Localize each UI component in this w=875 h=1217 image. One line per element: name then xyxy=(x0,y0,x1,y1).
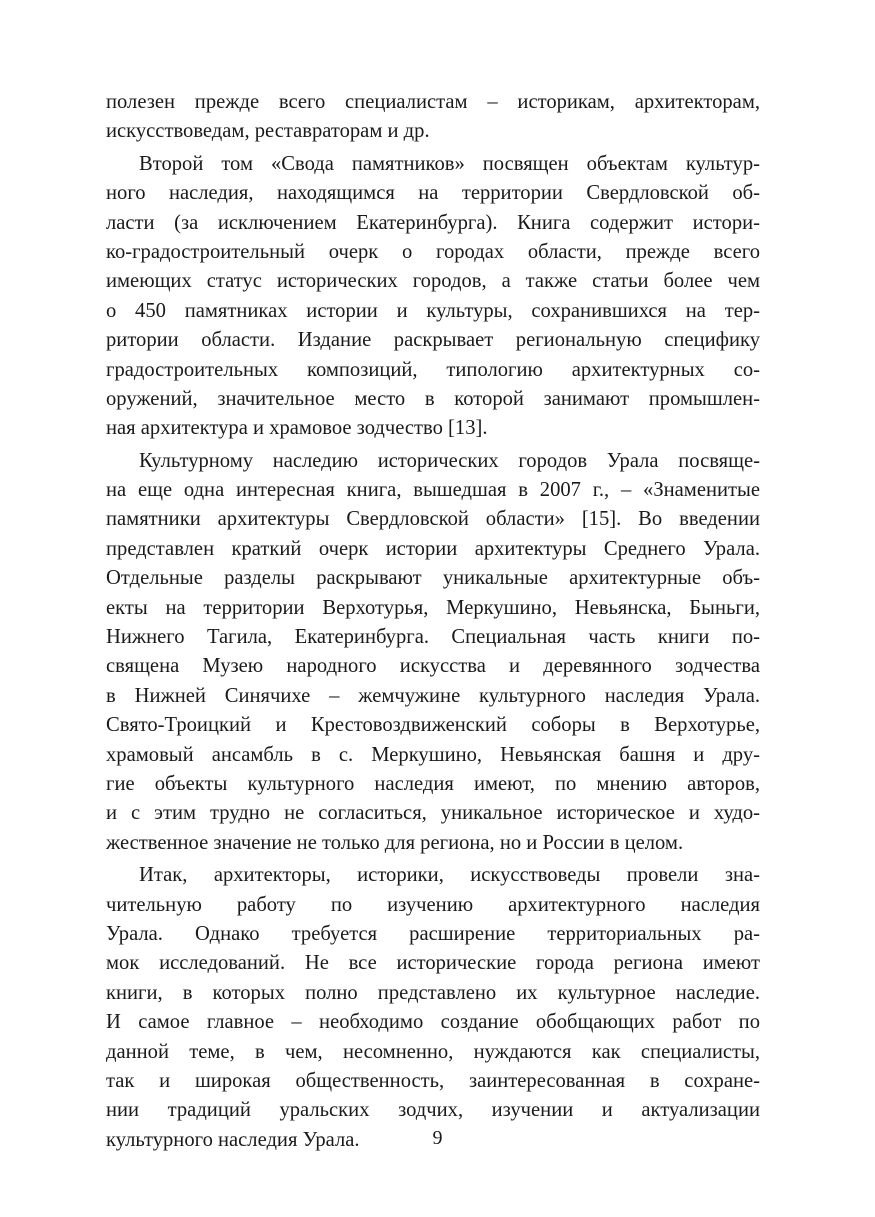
paragraph-2 xyxy=(106,150,760,444)
text-line: Нижнего Тагила, Екатеринбурга. Специальная часть книги по- xyxy=(106,626,760,649)
text-line: ная архитектура и храмовое зодчество [13]. xyxy=(106,417,488,440)
text-line: екты на территории Верхотурья, Меркушино, Невьянска, Быньги, xyxy=(106,596,760,619)
text-line: оружений, значительное место в которой занимают промышлен- xyxy=(106,387,760,410)
text-line: книги, в которых полно представлено их культурное наследие. xyxy=(106,981,760,1004)
paragraph-4 xyxy=(106,861,760,1155)
text-line: храмовый ансамбль в с. Меркушино, Невьянская башня и дру- xyxy=(106,743,760,766)
text-line: культурного наследия Урала. xyxy=(106,1128,360,1151)
text-line: Культурному наследию исторических городов Урала посвяще- xyxy=(139,449,760,472)
text-line: градостроительных композиций, типологию архитектурных со- xyxy=(106,358,760,381)
text-line: Итак, архитекторы, историки, искусствоведы провели зна- xyxy=(139,864,760,887)
text-line: ритории области. Издание раскрывает региональную специфику xyxy=(106,329,760,352)
text-line: жественное значение не только для региона, но и России в целом. xyxy=(106,831,684,854)
text-line: гие объекты культурного наследия имеют, по мнению авторов, xyxy=(106,772,760,795)
text-line: памятники архитектуры Свердловской области» [15]. Во введении xyxy=(106,508,760,531)
page-number: 9 xyxy=(432,1127,443,1149)
text-line: ного наследия, находящимся на территории Свердловской об- xyxy=(106,182,760,205)
text-line: о 450 памятниках истории и культуры, сохранившихся на тер- xyxy=(106,299,760,322)
text-line: Свято-Троицкий и Крестовоздвиженский соборы в Верхотурье, xyxy=(106,714,760,737)
text-line: нии традиций уральских зодчих, изучении и актуализации xyxy=(106,1099,760,1122)
text-line: и с этим трудно не согласиться, уникальное историческое и худо- xyxy=(106,802,760,825)
text-line: полезен прежде всего специалистам – историкам, архитекторам, xyxy=(106,91,760,113)
text-line: на еще одна интересная книга, вышедшая в 2007 г., – «Знаменитые xyxy=(106,479,760,502)
paragraph-1 xyxy=(106,88,760,147)
text-line: в Нижней Синячихе – жемчужине культурного наследия Урала. xyxy=(106,684,760,707)
text-line: мок исследований. Не все исторические города региона имеют xyxy=(106,952,760,975)
text-line: так и широкая общественность, заинтересованная в сохране- xyxy=(106,1069,760,1092)
text-line: искусствоведам, реставраторам и др. xyxy=(106,120,430,143)
text-line: И самое главное – необходимо создание обобщающих работ по xyxy=(106,1011,760,1034)
text-line: данной теме, в чем, несомненно, нуждаются как специалисты, xyxy=(106,1040,760,1063)
text-line: священа Музею народного искусства и деревянного зодчества xyxy=(106,655,760,678)
paragraph-3 xyxy=(106,447,760,858)
text-line: ласти (за исключением Екатеринбурга). Книга содержит истори- xyxy=(106,211,760,234)
text-line: Урала. Однако требуется расширение территориальных ра- xyxy=(106,922,760,945)
text-line: Отдельные разделы раскрывают уникальные архитектурные объ- xyxy=(106,567,760,590)
text-line: ко-градостроительный очерк о городах области, прежде всего xyxy=(106,240,760,263)
text-line: представлен краткий очерк истории архитектуры Среднего Урала. xyxy=(106,537,760,560)
text-line: Второй том «Свода памятников» посвящен объектам культур- xyxy=(139,152,760,175)
text-line: имеющих статус исторических городов, а также статьи более чем xyxy=(106,270,760,293)
text-line: чительную работу по изучению архитектурного наследия xyxy=(106,893,760,916)
page-body xyxy=(106,88,760,1155)
